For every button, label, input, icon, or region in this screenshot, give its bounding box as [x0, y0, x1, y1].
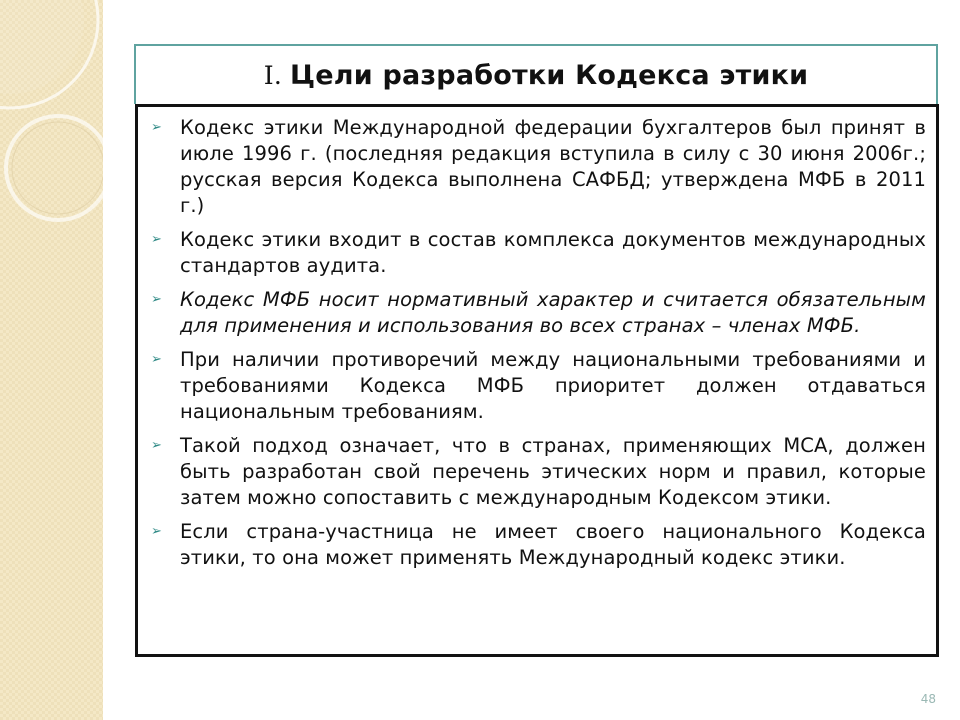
list-item	[148, 287, 926, 339]
list-item-text: Такой подход означает, что в странах, применяющих МСА, должен быть разработан свой перечень этических норм и правил, которые затем можно сопоставить с международным Кодексом этики.	[180, 434, 926, 509]
list-item-text: Кодекс этики Международной федерации бухгалтеров был принят в июле 1996 г. (последняя редакция вступила в силу с 30 июня 2006г.; русская версия Кодекса выполнена САФБД; утверждена МФБ в 2011 г.)	[180, 116, 926, 217]
page-number: 48	[920, 692, 936, 706]
list-item-text: При наличии противоречий между национальными требованиями и требованиями Кодекса МФБ приоритет должен отдаваться национальным требованиям.	[180, 348, 926, 423]
title-label: Цели разработки Кодекса этики	[290, 60, 809, 91]
list-item	[148, 227, 926, 279]
list-item	[148, 433, 926, 511]
arrow-bullet-icon: ➢	[151, 524, 162, 539]
list-item-text: Кодекс этики входит в состав комплекса документов международных стандартов аудита.	[180, 228, 926, 277]
arrow-bullet-icon: ➢	[151, 438, 162, 453]
arrow-bullet-icon: ➢	[151, 232, 162, 247]
page-title	[136, 60, 936, 91]
list-item-text: Кодекс МФБ носит нормативный характер и считается обязательным для применения и использования во всех странах – членах МФБ.	[180, 288, 926, 337]
title-bar	[134, 44, 938, 104]
title-number: I.	[263, 61, 282, 90]
deco-circle-large-inner	[0, 0, 84, 94]
list-item	[148, 347, 926, 425]
arrow-bullet-icon: ➢	[151, 292, 162, 307]
list-item-text: Если страна-участница не имеет своего национального Кодекса этики, то она может применять Международный кодекс этики.	[180, 520, 926, 569]
decorative-side-panel	[0, 0, 103, 720]
arrow-bullet-icon: ➢	[151, 352, 162, 367]
arrow-bullet-icon: ➢	[151, 120, 162, 135]
deco-circle-small-inner	[12, 122, 103, 214]
list-item	[148, 519, 926, 571]
content-panel	[135, 104, 939, 657]
deco-circle-small	[6, 116, 103, 220]
list-item	[148, 115, 926, 219]
decorative-circles	[0, 0, 103, 720]
bullet-list	[148, 115, 926, 571]
